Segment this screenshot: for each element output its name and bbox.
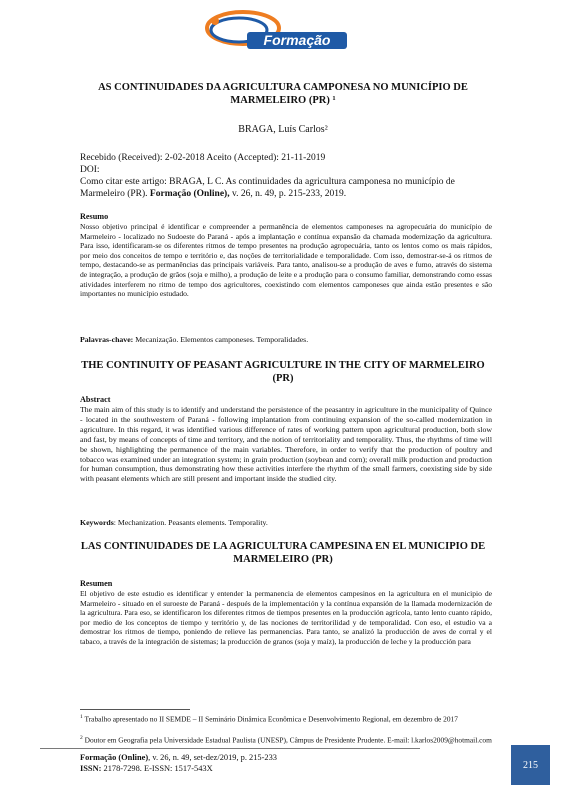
- footer-journal-line: [80, 752, 277, 763]
- article-title-en: THE CONTINUITY OF PEASANT AGRICULTURE IN THE CITY OF MARMELEIRO (PR): [81, 360, 485, 384]
- article-title-es: LAS CONTINUIDADES DE LA AGRICULTURA CAMPESINA EN EL MUNICIPIO DE MARMELEIRO (PR): [80, 541, 486, 565]
- page-footer: [80, 752, 277, 774]
- article-title-pt: AS CONTINUIDADES DA AGRICULTURA CAMPONESA NO MUNICÍPIO DE MARMELEIRO (PR) ¹: [98, 82, 468, 106]
- footnote-text-1: Trabalho apresentado no II SEMDE – II Seminário Dinâmica Econômica e Desenvolvimento Regional, em dezembro de 2017: [84, 714, 458, 724]
- author-name: BRAGA, Luís Carlos²: [238, 124, 328, 135]
- footnote-mark-1: 1: [80, 714, 83, 720]
- footer-issn: 2178-7298. E-ISSN: 1517-543X: [103, 764, 213, 773]
- keywords-label-en: Keywords: [80, 518, 114, 527]
- doi-label: DOI:: [80, 165, 100, 175]
- keywords-label: Palavras-chave:: [80, 335, 134, 344]
- journal-logo: [195, 8, 355, 52]
- resumo-heading: Resumo: [80, 212, 109, 221]
- article-metadata: [80, 152, 490, 200]
- logo-dot: [211, 17, 219, 25]
- resumo-text: Nosso objetivo principal é identificar e compreender a permanência de elementos camponeses na agropecuária do município de Marmeleiro - localizado no Sudoeste do Paraná - após a implantação e contínua expansão da chamada modernização da agricultura. Para isso, identificaram-se os diferentes ritmos de tempo presentes na produção agropecuária, tanto os lentos como os mais rápidos, por meio dos conceitos de tempo e território e, das noções de territorialidade e temporalidade. Com isso, demostrar-se-á os ritmos de tempo, destacando-se as permanências das principais variáveis. Para tanto, analisou-se a produção de aves e fumo, através do sistema de integração, a produção de grãos (soja e milho), a produção de leite e a produção para o consumo familiar, demonstrando como essas atividades interferem no ritmo de tempo dos agricultores, coexistindo com elementos camponeses que ainda estão presentes e são importantes no município estudado.: [80, 222, 492, 299]
- citation: [80, 176, 490, 200]
- resumo-keywords: [80, 335, 308, 344]
- footnote-rule: [80, 709, 190, 710]
- abstract-keywords: [80, 518, 268, 527]
- footer-issue: , v. 26, n. 49, set-dez/2019, p. 215-233: [148, 753, 277, 762]
- keywords-value-en: : Mechanization. Peasants elements. Temporality.: [113, 518, 268, 527]
- citation-details: v. 26, n. 49, p. 215-233, 2019.: [231, 189, 347, 199]
- keywords-value: Mecanização. Elementos camponeses. Temporalidades.: [135, 335, 309, 344]
- received-accepted: Recebido (Received): 2-02-2018 Aceito (Accepted): 21-11-2019: [80, 153, 326, 163]
- resumen-heading: Resumen: [80, 579, 113, 588]
- logo-text: Formação: [263, 32, 331, 48]
- footer-journal: Formação (Online): [80, 753, 149, 762]
- footer-issn-line: [80, 763, 277, 774]
- resumen-text: El objetivo de este estudio es identificar y entender la permanencia de elementos campesinos en la agricultura en el municipio de Marmeleiro - situado en el suroeste de Paraná - después de la implementación y la contínua expansión de la llamada modernización de la agricultura. Para eso, se identificaron los diferentes ritmos de tiempos presentes en la producción agrícola, tanto lento cuanto rápido, por medio de los conceptos de tiempo y território y, de las nociones de territorilidad y de temporalidad. Con eso, el estudio va a demostrar los ritmos de tiempo, poniendo de relieve las permanencias. Para tanto, se analizó la producción de aves de corral y el tabaco, a través de la integración de sistemas; la producción de granos (soja y maíz), la producción de leche y la producción para: [80, 589, 492, 646]
- footnote-mark-2: 2: [80, 735, 83, 741]
- abstract-text: The main aim of this study is to identify and understand the persistence of the peasantry in agriculture in the municipality of Quince - located in the southwestern of Paraná - following implantation from continuing expansion of the so-called modernization in agriculture. In this regard, it was identified various difference of rates of working pattern upon agricultural production, both slow and fast, by means of concepts of time and territory, and the notion of territoriality and temporality. Thus, the rhythms of time will be shown, highlighting the permanence of the main variables. Therefore, in order to verify that the production of poultry and tobacco was examined under an integration system; in grain production (soybean and corn); overall milk production and production for human consumption, thus demonstrating how these activities interfere the rhythm of the small farmers, coexisting side by side with peasant elements which are still present and important inside the studied city.: [80, 405, 492, 484]
- abstract-heading: Abstract: [80, 395, 111, 404]
- citation-journal: Formação (Online),: [149, 189, 230, 199]
- citation-text: Como citar este artigo: BRAGA, L C. As continuidades da agricultura camponesa no município de Marmeleiro (PR).: [80, 177, 455, 199]
- footer-issn-label: ISSN:: [80, 764, 102, 773]
- footer-rule: [40, 748, 420, 749]
- footnote-text-2: Doutor em Geografia pela Universidade Estadual Paulista (UNESP), Câmpus de Presidente Prudente. E-mail: l.karlos2009@hotmail.com: [84, 735, 492, 745]
- footnote-2: [80, 734, 492, 745]
- footnote-1: [80, 713, 492, 724]
- page-number: 215: [511, 745, 550, 785]
